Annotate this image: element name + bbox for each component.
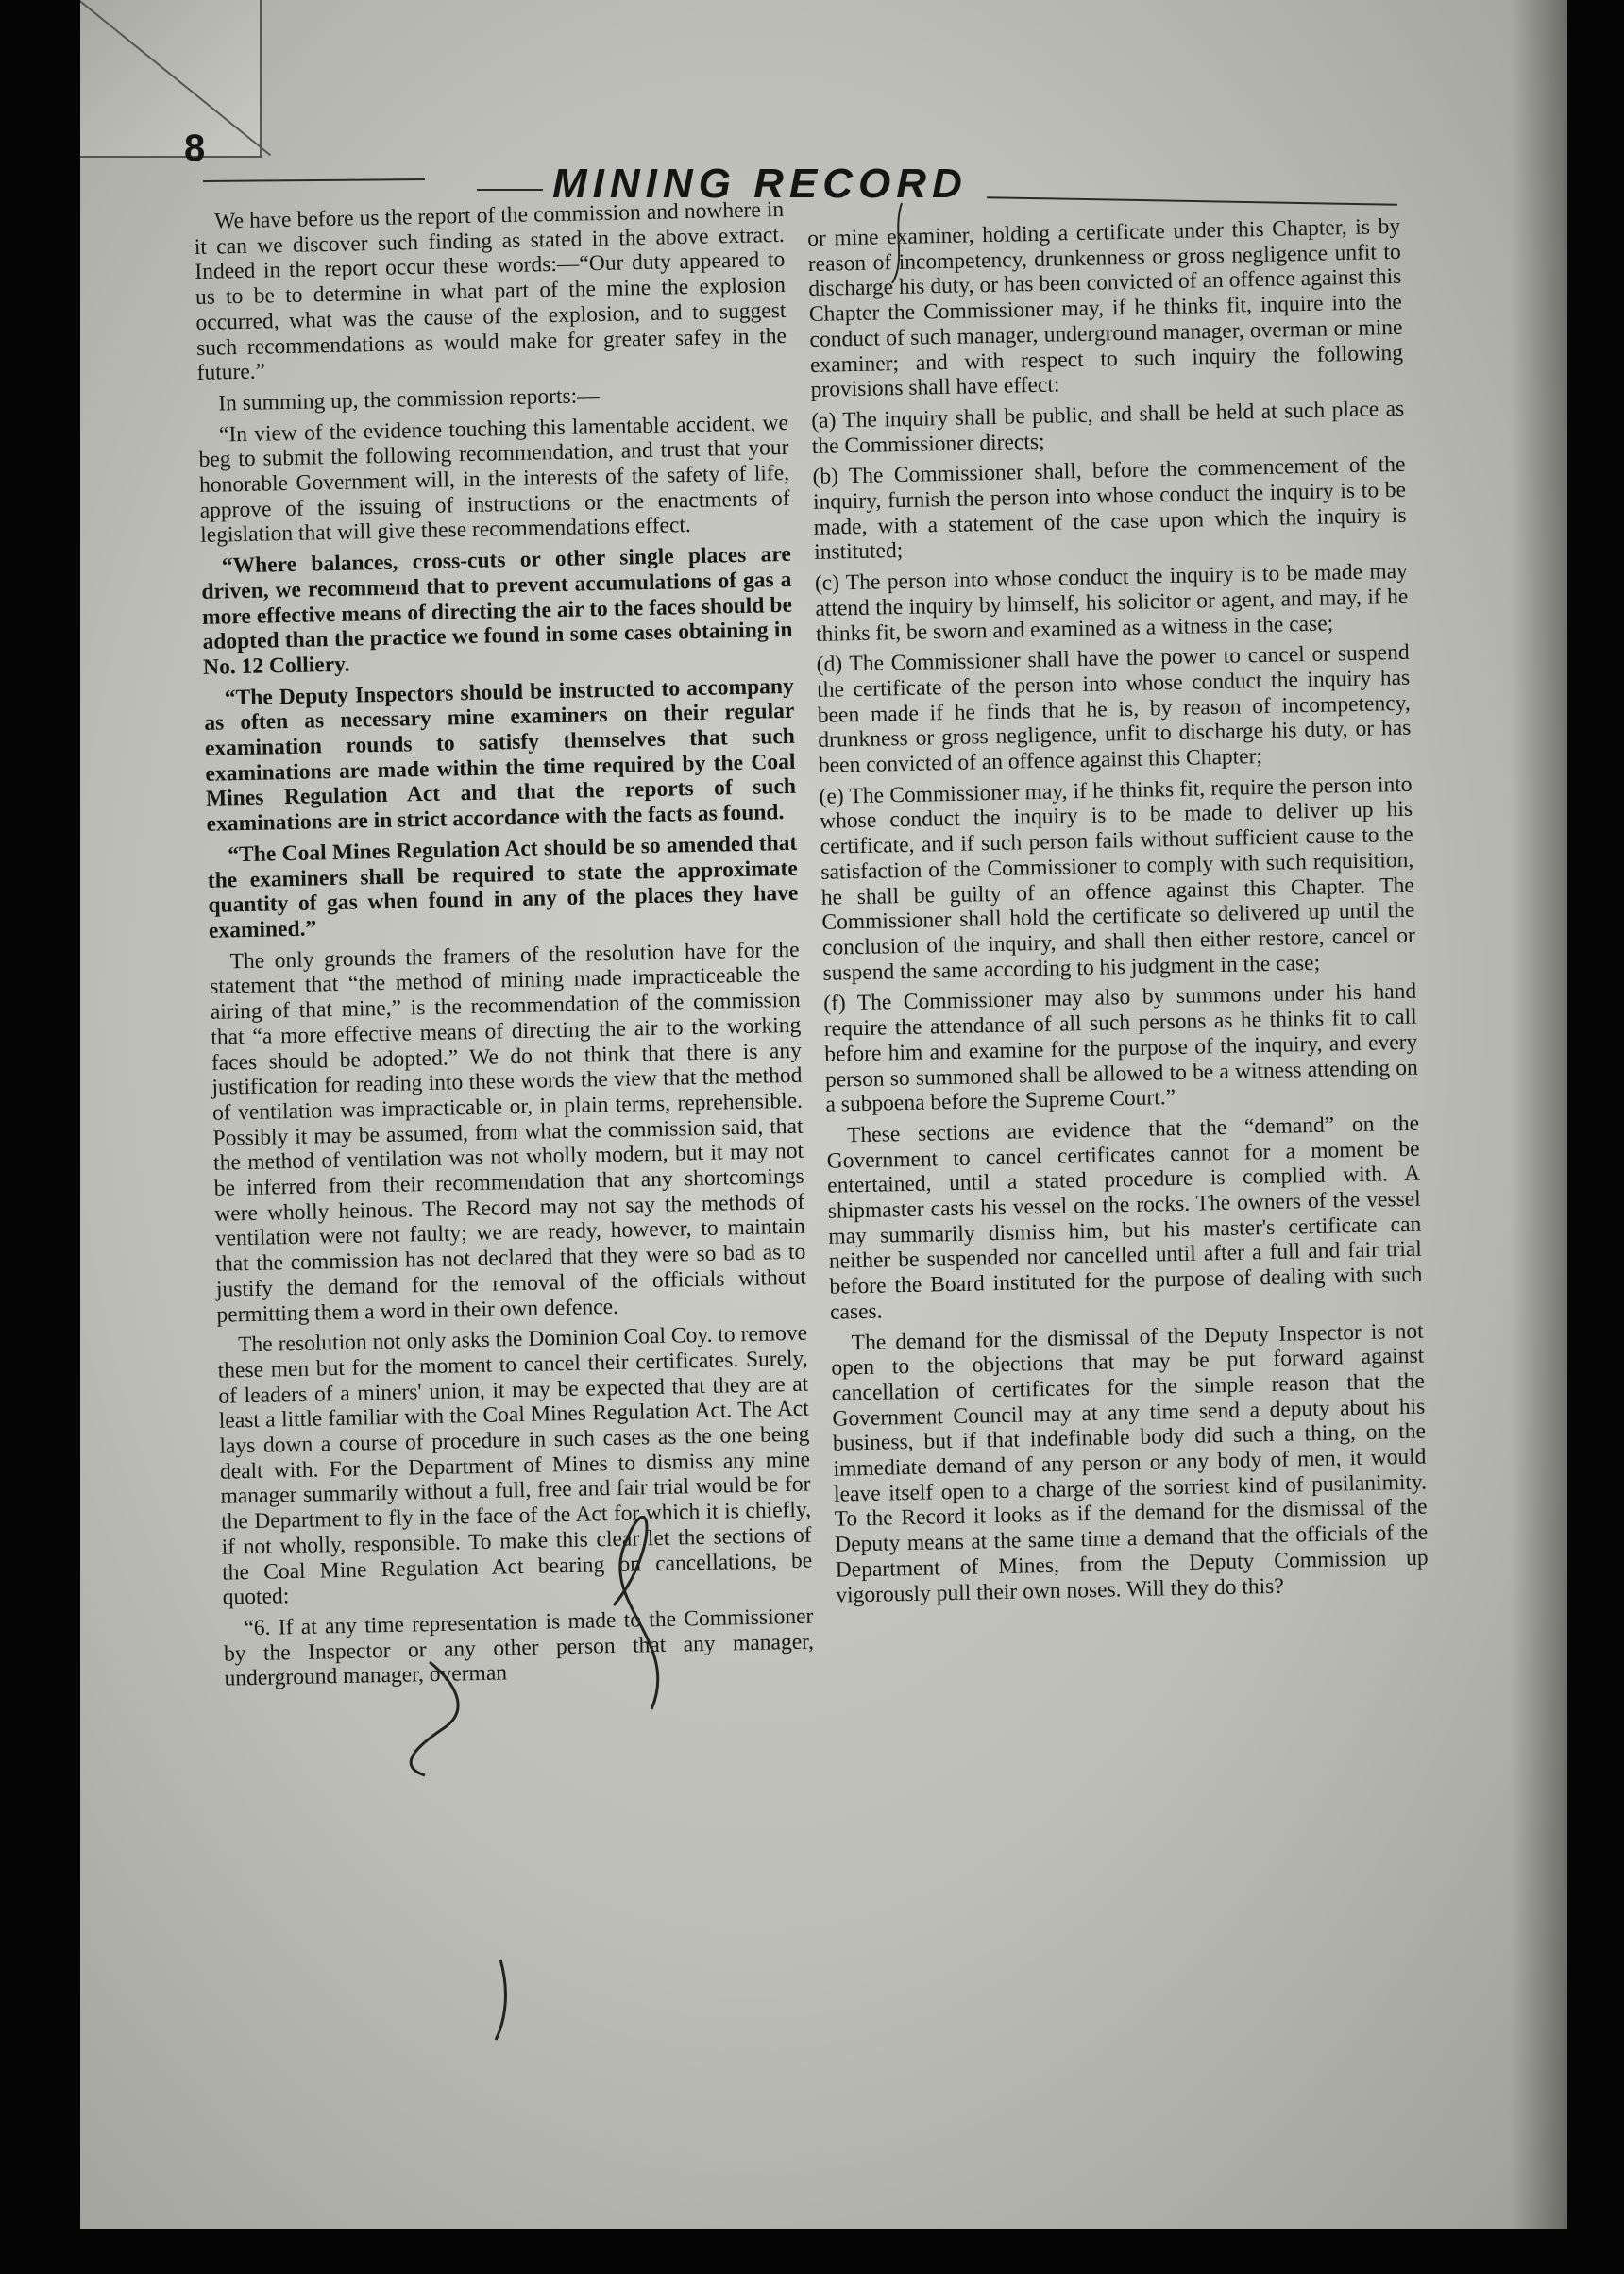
pen-stroke-left — [614, 1517, 658, 1709]
left-paragraph: We have before us the report of the commission and nowhere in it can we discover such finding as stated in the above extract. Indeed in the report occur these words:—“Our duty appeared to us to be to determine in what part of the mine the explosion occurred, what was the cause of the explosion, and to suggest such recommendations as would make for greater safey in the future.” — [194, 196, 787, 386]
page-number: 8 — [184, 127, 206, 169]
right-paragraph: (a) The inquiry shall be public, and shall be held at such place as the Commissioner directs; — [811, 396, 1405, 459]
right-paragraph: (e) The Commissioner may, if he thinks fit, require the person into whose conduct the inquiry is to be made to deliver up his certificate, and if such person fails without sufficient cause to the satisfaction of the Commissioner to comply with such requisition, he shall be guilty of an offence against this Chapter. The Commissioner shall hold the certificate so delivered up until the conclusion of the inquiry, and shall then either restore, cancel or suspend the same according to his judgment in the case; — [819, 772, 1416, 986]
pen-stroke-bottom — [496, 1960, 505, 2040]
right-paragraph: (c) The person into whose conduct the inquiry is to be made may attend the inquiry by himself, his solicitor or agent, and may, if he thinks fit, be sworn and examined as a witness in the case; — [814, 558, 1409, 647]
left-paragraph: “The Deputy Inspectors should be instructed to accompany as often as necessary mine examiners on their regular examination rounds to satisfy themselves that such examinations are made within the time required by the Coal Mines Regulation Act and that the reports of such examinations are in strict accordance with the facts as found. — [204, 673, 797, 838]
right-paragraph: or mine examiner, holding a certificate under this Chapter, is by reason of incompetency, drunkenness or gross negligence unfit to discharge his duty, or has been convicted of an offence against this Chapter the Commissioner may, if he thinks fit, inquire into the conduct of such manager, underground manager, overman or mine examiner; and with respect to such inquiry the following provisions shall have effect: — [807, 213, 1404, 403]
pen-stroke-top — [892, 203, 902, 283]
right-paragraph: These sections are evidence that the “demand” on the Government to cancel certificates cannot for a moment be entertained, until a stated procedure is complied with. A shipmaster casts his vessel on the rocks. The owners of the vessel may summarily dismiss him, but his master's certificate can neither be suspended nor cancelled until after a full and fair trial before the Board instituted for the purpose of dealing with such cases. — [826, 1111, 1423, 1325]
masthead-title: MINING RECORD — [552, 161, 968, 207]
pen-stroke-lower — [411, 1662, 458, 1775]
right-paragraph: (f) The Commissioner may also by summons under his hand require the attendance of all such persons as he thinks fit to call before him and examine for the purpose of the inquiry, and every person so summoned shall be allowed to be a witness attending on a subpoena before the Supreme Court.” — [822, 979, 1419, 1117]
left-paragraph: In summing up, the commission reports:— — [218, 382, 600, 416]
left-paragraph: “The Coal Mines Regulation Act should be so amended that the examiners shall be required to state the approximate quantity of gas when found in any of the places they have examined.” — [207, 830, 799, 943]
left-paragraph: The only grounds the framers of the resolution have for the statement that “the method of mining made impracticeable the airing of that mine,” is the recommendation of the commission that “a more effective means of directing the air to the working faces should be adopted.” We do not think that there is any justification for reading into these words the view that the method of ventilation was impracticable or, in plain terms, reprehensible. Possibly it may be assumed, from what the commission said, that the method of ventilation was not wholly modern, but it may not be inferred from their recommendation that any shortcomings were wholly heinous. The Record may not say the methods of ventilation were not faulty; we are ready, however, to maintain that the commission has not declared that they were so bad as to justify the demand for the removal of the officials without permitting them a word in their own defence. — [209, 937, 807, 1328]
left-paragraph: The resolution not only asks the Dominion Coal Coy. to remove these men but for the moment to cancel their certificates. Surely, of leaders of a miners' union, it may be expected that they are at least a little familiar with the Coal Mines Regulation Act. The Act lays down a course of procedure in such cases as the one being dealt with. For the Department of Mines to dismiss any mine manager summarily without a full, free and fair trial would be for the Department to fly in the face of the Act for which it is chiefly, if not wholly, responsible. To make this clear let the sections of the Coal Mine Regulation Act bearing on cancellations, be quoted: — [217, 1320, 813, 1610]
left-paragraph: “In view of the evidence touching this lamentable accident, we beg to submit the following recommendation, and trust that your honorable Government will, in the interests of the safety of life, approve of the issuing of instructions or the enactments of legislation that will give these recommendations effect. — [198, 410, 790, 549]
right-paragraph: (d) The Commissioner shall have the power to cancel or suspend the certificate of the person into whose conduct the inquiry has been made if he finds that he is, by reason of incompetency, drunkness or gross negligence, unfit to discharge his duty, or has been convicted of an offence against this Chapter; — [816, 639, 1412, 778]
left-paragraph: “Where balances, cross-cuts or other single places are driven, we recommend that to prevent accumulations of gas a more effective means of directing the air to the faces should be adopted than the practice we found in some cases obtaining in No. 12 Colliery. — [201, 541, 793, 680]
right-paragraph: (b) The Commissioner shall, before the commencement of the inquiry, furnish the person into whose conduct the inquiry is to be made, with a statement of the case upon which the inquiry is instituted; — [812, 452, 1407, 566]
right-paragraph: The demand for the dismissal of the Deputy Inspector is not open to the objections that may be put forward against cancellation of certificates for the simple reason that the Government Council may at any time send a deputy about his business, but if that indefinable body did such a thing, on the immediate demand of any person or any body of men, it would leave itself open to a charge of the sorriest kind of pusilanimity. To the Record it looks as if the demand for the dismissal of the Deputy means at the same time a demand that the officials of the Department of Mines, from the Deputy Commission up vigorously pull their own noses. Will they do this? — [831, 1318, 1429, 1608]
left-paragraph: “6. If at any time representation is made to the Commissioner by the Inspector or any other person that any manager, underground manager, overman — [223, 1604, 815, 1692]
